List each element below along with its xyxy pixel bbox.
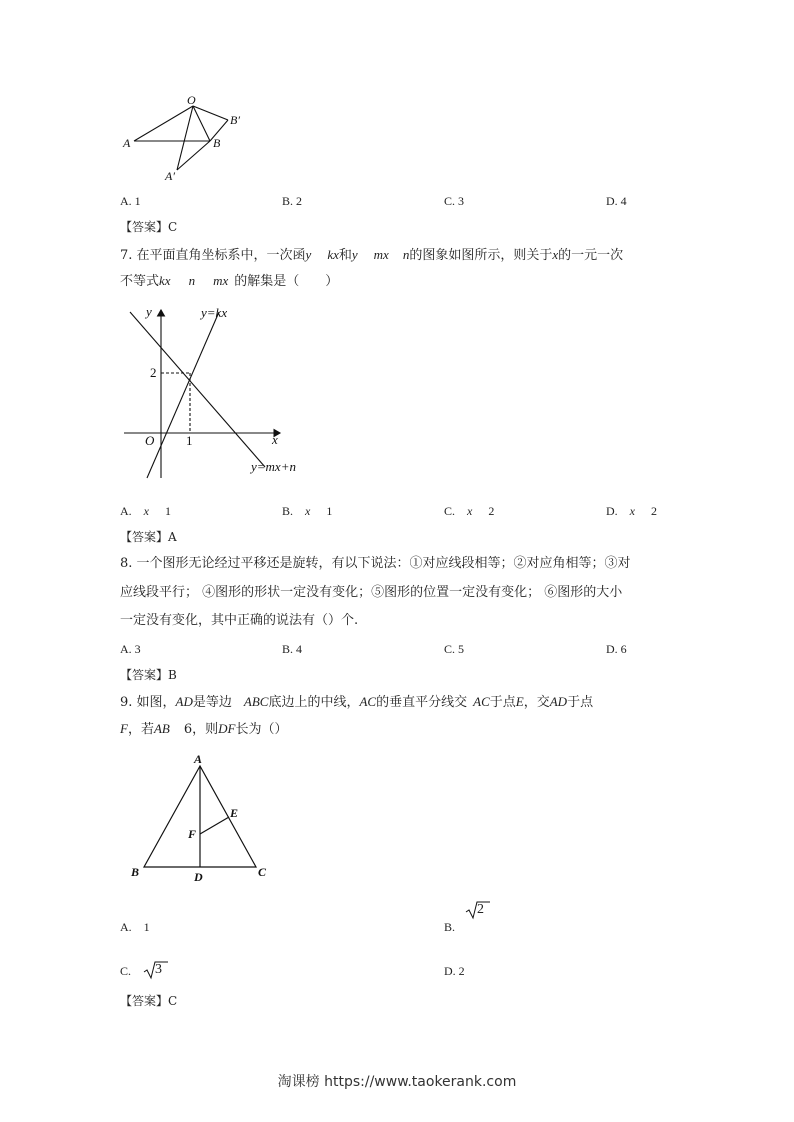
q8-option-b: B. 4	[282, 642, 303, 656]
q7-axis-y-label: y	[146, 304, 152, 319]
q7-option-d: D. x 2	[606, 504, 657, 518]
q6-option-b: B. 2	[282, 194, 303, 208]
q7-line-kx-label: y=kx	[201, 305, 228, 320]
footer-watermark: 淘课榜 https://www.taokerank.com	[277, 1074, 517, 1090]
q7-line-1: 7. 在平面直角坐标系中，一次函y kx和y mx n的图象如图所示，则关于x的一元一次	[120, 247, 624, 263]
q8-line-2: 应线段平行； ④图形的形状一定没有变化；⑤图形的位置一定没有变化； ⑥图形的大小	[120, 585, 623, 600]
q9-option-a: A. 1	[120, 920, 150, 934]
q8-line-1: 8. 一个图形无论经过平移还是旋转，有以下说法：①对应线段相等；②对应角相等；③对	[120, 556, 631, 571]
q8-option-c: C. 5	[444, 642, 465, 656]
q6-label-bprime: B′	[230, 113, 240, 127]
q8-option-a: A. 3	[120, 642, 141, 656]
q9-label-b: B	[131, 865, 140, 879]
q7-tick-x-1: 1	[186, 433, 193, 448]
q7-option-a: A. x 1	[120, 504, 171, 518]
q6-option-a: A. 1	[120, 194, 141, 208]
q8-line-3: 一定没有变化，其中正确的说法有（）个.	[120, 613, 359, 628]
q6-label-o: O	[187, 93, 196, 107]
q9-line-1: 9. 如图，AD是等边 ABC底边上的中线，AC的垂直平分线交 AC于点E，交AD于点	[120, 694, 594, 710]
q7-graph	[118, 300, 308, 490]
q6-option-c: C. 3	[444, 194, 465, 208]
q7-tick-y-2: 2	[150, 365, 157, 380]
q6-option-d: D. 4	[606, 194, 627, 208]
q7-line-mxn-label: y=mx+n	[251, 459, 296, 474]
q7-origin-label: O	[145, 433, 155, 448]
q9-label-d: D	[194, 870, 203, 884]
q9-label-c: C	[258, 865, 267, 879]
q6-figure	[120, 92, 260, 186]
q9-option-c: C. 3	[120, 958, 180, 982]
q9-answer: 【答案】C	[120, 994, 178, 1008]
q9-label-e: E	[230, 806, 239, 820]
q6-label-aprime: A′	[165, 169, 175, 183]
q8-answer: 【答案】B	[120, 668, 177, 682]
q9-label-a: A	[194, 752, 203, 766]
q9-option-d: D. 2	[444, 964, 465, 978]
q9-label-f: F	[188, 827, 197, 841]
q9-line-2: F，若AB 6，则DF长为（）	[120, 721, 288, 737]
q6-answer: 【答案】C	[120, 220, 178, 234]
q7-option-c: C. x 2	[444, 504, 495, 518]
q8-option-d: D. 6	[606, 642, 627, 656]
q7-line-2: 不等式kx n mx 的解集是（ ）	[120, 273, 339, 289]
q7-answer: 【答案】A	[120, 530, 177, 544]
q7-axis-x-label: x	[272, 432, 278, 447]
q9-option-b: B. 2	[444, 900, 504, 936]
q7-option-b: B. x 1	[282, 504, 333, 518]
q6-label-a: A	[123, 136, 131, 150]
q6-label-b: B	[213, 136, 221, 150]
q9-figure	[124, 750, 284, 886]
